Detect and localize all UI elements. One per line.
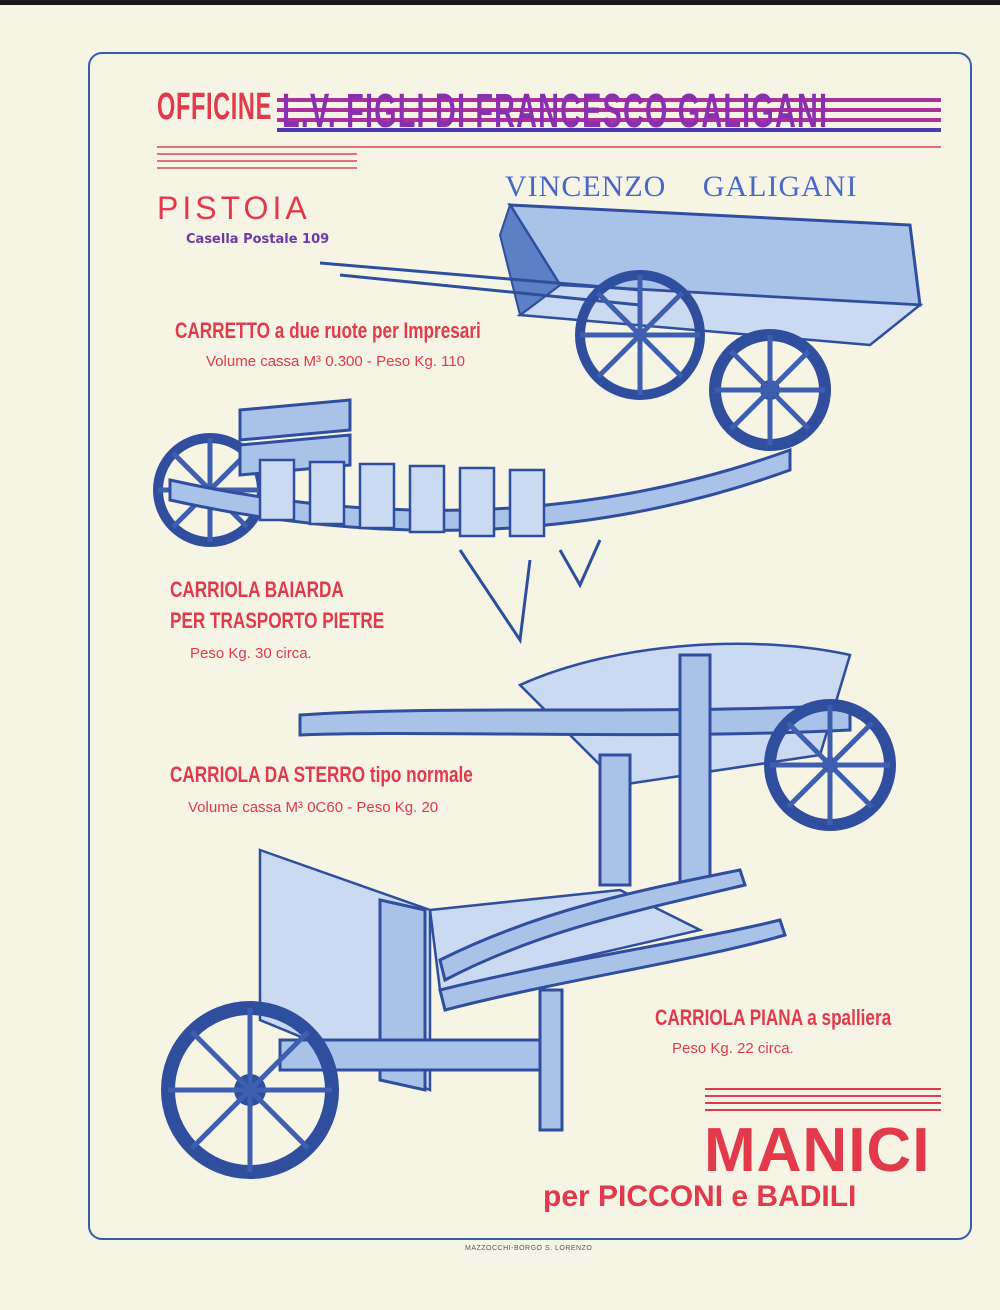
product-3-detail: Volume cassa M³ 0C60 - Peso Kg. 20 xyxy=(188,799,439,816)
product-4-detail: Peso Kg. 22 circa. xyxy=(672,1040,794,1057)
po-box: Casella Postale 109 xyxy=(186,232,330,247)
product-1-title: CARRETTO a due ruote per Impresari xyxy=(175,318,481,343)
footer-rule xyxy=(705,1088,941,1090)
company-name: L.V. FIGLI DI FRANCESCO GALIGANI xyxy=(282,85,829,138)
manici-tagline: per PICCONI e BADILI xyxy=(543,1180,857,1213)
product-1-detail: Volume cassa M³ 0.300 - Peso Kg. 110 xyxy=(206,353,466,370)
barrow-wheel-spokes xyxy=(168,1008,332,1172)
manici-headline: MANICI xyxy=(704,1116,931,1185)
header-rule xyxy=(157,146,941,148)
header-rule xyxy=(157,167,357,169)
header-rule xyxy=(157,153,357,155)
city-name: PISTOIA xyxy=(157,190,311,226)
product-2-title-line1: CARRIOLA BAIARDA xyxy=(170,577,344,602)
footer-rule xyxy=(705,1102,941,1104)
footer-rule xyxy=(705,1095,941,1097)
printer-credit: MAZZOCCHI-BORGO S. LORENZO xyxy=(465,1245,593,1252)
footer-rule xyxy=(705,1109,941,1111)
product-3-title: CARRIOLA DA STERRO tipo normale xyxy=(170,762,473,787)
product-4-title: CARRIOLA PIANA a spalliera xyxy=(655,1005,892,1030)
product-2-detail: Peso Kg. 30 circa. xyxy=(190,645,312,662)
scan-top-edge xyxy=(0,0,1000,5)
product-2-title-line2: PER TRASPORTO PIETRE xyxy=(170,608,385,633)
officine-label: OFFICINE xyxy=(157,86,272,128)
founder-name: VINCENZO GALIGANI xyxy=(505,170,858,203)
header-rule xyxy=(157,160,357,162)
